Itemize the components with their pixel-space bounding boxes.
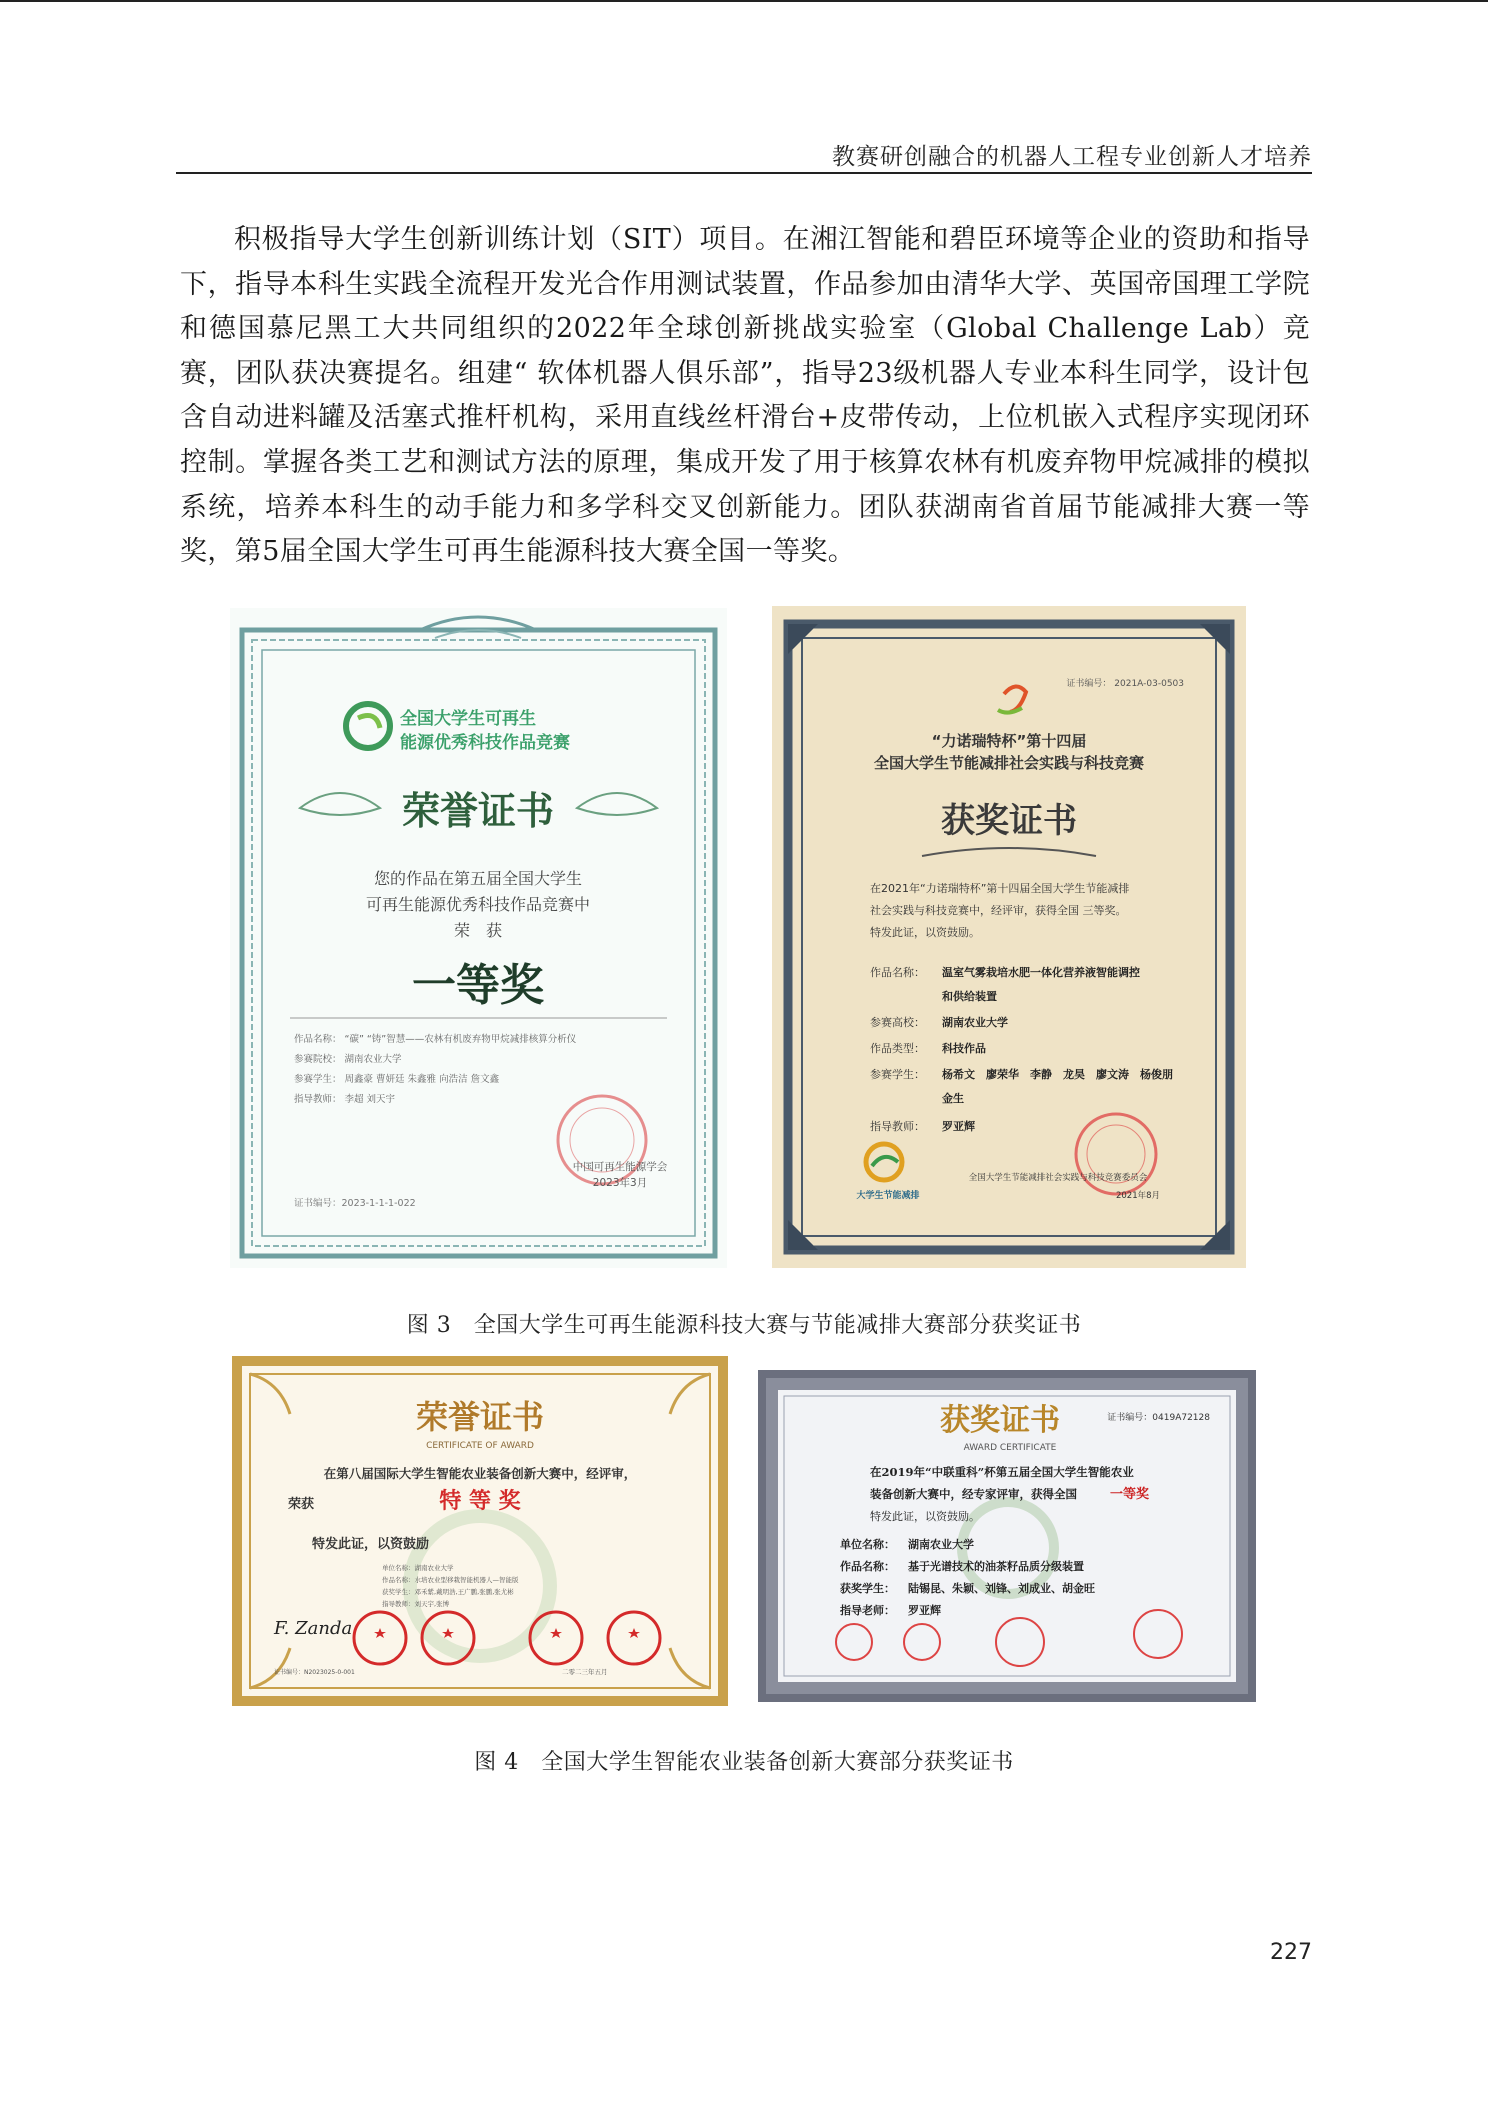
cert-line3: 荣 获 bbox=[453, 921, 503, 940]
header-rule bbox=[176, 172, 1312, 174]
cert-line2: 可再生能源优秀科技作品竞赛中 bbox=[365, 895, 591, 914]
cert-row-value: 金生 bbox=[942, 1092, 964, 1105]
cert-detail: 单位名称：湖南农业大学 bbox=[382, 1564, 454, 1572]
cert-line1: 在2019年“中联重科”杯第五届全国大学生智能农业 bbox=[870, 1465, 1134, 1479]
cert-detail-teachers: 指导教师： 李超 刘天宇 bbox=[294, 1094, 396, 1105]
cert-row-value: 和供给装置 bbox=[942, 990, 997, 1003]
page-top-border bbox=[0, 0, 1488, 2]
cert-row-label: 指导老师： bbox=[840, 1604, 895, 1617]
running-header: 教赛研创融合的机器人工程专业创新人才培养 bbox=[832, 144, 1312, 170]
page-number: 227 bbox=[1270, 1940, 1312, 1965]
cert-row-label: 单位名称： bbox=[840, 1538, 895, 1551]
cert-line2: 装备创新大赛中，经专家评审，获得全国 bbox=[870, 1487, 1077, 1501]
figure3-certificate-renewable-energy bbox=[230, 608, 727, 1268]
cert-row-label: 参赛高校： bbox=[870, 1016, 925, 1029]
cert-encourage: 特发此证，以资鼓励。 bbox=[870, 1510, 980, 1523]
cert-row-value: 罗亚辉 bbox=[908, 1604, 941, 1617]
cert-honor: 荣获 bbox=[288, 1497, 315, 1512]
cert-number: 证书编号： 2021A-03-0503 bbox=[1066, 679, 1184, 689]
cert-title: 荣誉证书 bbox=[401, 788, 555, 833]
cert-number: 证书编号：2023-1-1-1-022 bbox=[294, 1198, 416, 1209]
cert-detail: 获奖学生：邓禾紫,戴明浩,王广鹏,张鹏,张尤彬 bbox=[382, 1588, 514, 1596]
cert-row-value: 陆锡昆、朱颖、刘锋、刘成业、胡金旺 bbox=[908, 1582, 1095, 1595]
cert-row-value: 湖南农业大学 bbox=[942, 1016, 1008, 1029]
cert-row-label: 指导教师： bbox=[870, 1120, 925, 1133]
cert-detail-students: 参赛学生： 周鑫豪 曹妍廷 朱鑫雅 向浩洁 詹文鑫 bbox=[294, 1074, 500, 1085]
cert-row-value: 湖南农业大学 bbox=[908, 1538, 974, 1551]
cert-row-value: 罗亚辉 bbox=[942, 1120, 975, 1133]
body-paragraph: 积极指导大学生创新训练计划（SIT）项目。在湘江智能和碧臣环境等企业的资助和指导下，指导本科生实践全流程开发光合作用测试装置，作品参加由清华大学、英国帝国理工学院和德国慕尼黑工大共同组织的2022年全球创新挑战实验室（Global Challenge Lab）竞赛，团队获决赛提名。组建“ 软体机器人俱乐部”，指导23级机器人专业本科生同学，设计包含自动进料罐及活塞式推杆机构，采用直线丝杆滑台+皮带传动，上位机嵌入式程序实现闭环控制。掌握各类工艺和测试方法的原理，集成开发了用于核算农林有机废弃物甲烷减排的模拟系统，培养本科生的动手能力和多学科交叉创新能力。团队获湖南省首届节能减排大赛一等奖，第5届全国大学生可再生能源科技大赛全国一等奖。 bbox=[180, 224, 1310, 568]
cert-number: 证书编号：0419A72128 bbox=[1107, 1413, 1210, 1423]
figure4-certificate-first-prize bbox=[758, 1370, 1256, 1702]
cert-detail-work: 作品名称： “碳” “铸”智慧——农林有机废弃物甲烷减排核算分析仪 bbox=[294, 1034, 577, 1045]
cert-row-value: 杨希文 廖荣华 李静 龙昊 廖文涛 杨俊朋 bbox=[942, 1068, 1173, 1081]
cert-issuer: 全国大学生节能减排社会实践与科技竞赛委员会 bbox=[968, 1173, 1148, 1183]
cert-line1: 在第八届国际大学生智能农业装备创新大赛中，经评审， bbox=[323, 1466, 637, 1481]
cert-body-line2: 社会实践与科技竞赛中，经评审，获得全国 三等奖。 bbox=[870, 904, 1127, 917]
cert-row-value: 基于光谱技术的油茶籽品质分级装置 bbox=[908, 1560, 1084, 1573]
cert-award: 一等奖 bbox=[412, 960, 544, 1011]
cert-row-label: 作品名称： bbox=[870, 966, 925, 979]
cert-event-line2: 全国大学生节能减排社会实践与科技竞赛 bbox=[873, 754, 1145, 772]
cert-subtitle: CERTIFICATE OF AWARD bbox=[426, 1441, 534, 1451]
cert-row-label: 作品类型： bbox=[870, 1042, 925, 1055]
cert-org-line2: 能源优秀科技作品竞赛 bbox=[400, 733, 570, 753]
cert-date: 2021年8月 bbox=[1115, 1191, 1161, 1201]
figure4-caption: 图 4 全国大学生智能农业装备创新大赛部分获奖证书 bbox=[474, 1750, 1014, 1775]
cert-row-label: 参赛学生： bbox=[870, 1068, 925, 1081]
cert-award: 特 等 奖 bbox=[439, 1488, 521, 1514]
cert-subtitle: AWARD CERTIFICATE bbox=[963, 1443, 1057, 1453]
cert-org-line1: 全国大学生可再生 bbox=[400, 709, 536, 729]
cert-detail-school: 参赛院校： 湖南农业大学 bbox=[294, 1054, 402, 1065]
cert-row-label: 作品名称： bbox=[840, 1560, 895, 1573]
cert-line1: 您的作品在第五届全国大学生 bbox=[373, 869, 583, 888]
cert-issuer: 中国可再生能源学会 bbox=[572, 1161, 668, 1173]
cert-number: 证书编号：N2023025-0-001 bbox=[274, 1669, 355, 1676]
cert-title: 荣誉证书 bbox=[415, 1398, 545, 1436]
signature: F. Zanda bbox=[274, 1618, 353, 1639]
cert-title: 获奖证书 bbox=[941, 801, 1077, 841]
cert-detail: 作品名称：水培农业型移栽智能机器人—智能版 bbox=[382, 1576, 519, 1584]
cert-body-line3: 特发此证，以资鼓励。 bbox=[870, 926, 980, 939]
cert-body-line1: 在2021年“力诺瑞特杯”第十四届全国大学生节能减排 bbox=[870, 882, 1130, 895]
cert-encourage: 特发此证，以资鼓励 bbox=[312, 1537, 430, 1552]
cert-row-value: 科技作品 bbox=[942, 1042, 986, 1055]
figure4-certificate-special-prize bbox=[232, 1356, 728, 1706]
cert-logo-text: 大学生节能减排 bbox=[856, 1191, 920, 1201]
figure3-caption: 图 3 全国大学生可再生能源科技大赛与节能减排大赛部分获奖证书 bbox=[406, 1313, 1082, 1338]
cert-date: 二零二三年五月 bbox=[562, 1668, 608, 1676]
cert-detail: 指导教师：刘天宇,张博 bbox=[382, 1600, 450, 1608]
cert-row-value: 温室气雾栽培水肥一体化营养液智能调控 bbox=[942, 966, 1140, 979]
cert-row-label: 获奖学生： bbox=[840, 1582, 895, 1595]
cert-award: 一等奖 bbox=[1110, 1487, 1150, 1502]
cert-date: 2023年3月 bbox=[592, 1177, 648, 1189]
cert-title: 获奖证书 bbox=[940, 1403, 1060, 1438]
figure3-certificate-energy-saving bbox=[772, 606, 1246, 1268]
cert-event-line1: “力诺瑞特杯”第十四届 bbox=[931, 732, 1087, 750]
